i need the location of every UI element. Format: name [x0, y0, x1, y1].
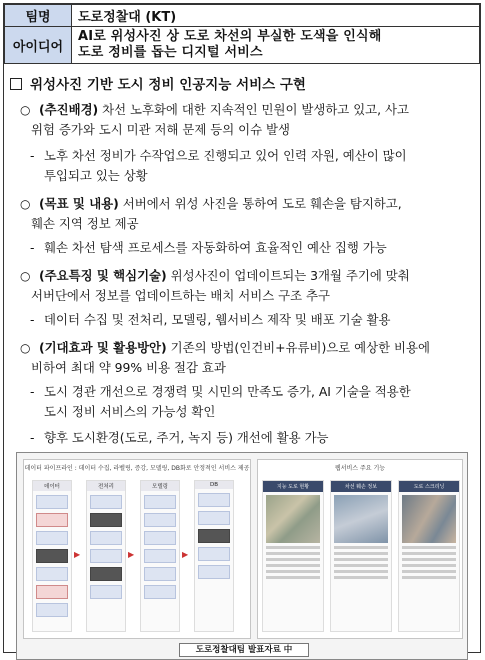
item-effects-sub-2: - 향후 도시환경(도로, 주거, 녹지 등) 개선에 활용 가능: [30, 430, 329, 445]
idea-label: 아이디어: [5, 27, 72, 64]
idea-line-1: AI로 위성사진 상 도로 차선의 부실한 도색을 인식해: [78, 29, 382, 44]
pipeline-column: 데이터: [32, 480, 72, 632]
satellite-map-image: [334, 495, 388, 543]
arrow-right-icon: ▶: [74, 550, 81, 559]
arrow-right-icon: ▶: [182, 550, 189, 559]
item-goal: ○ (목표 및 내용) 서버에서 위성 사진을 통하여 도로 훼손을 탐지하고, 훼손 지역 정보 제공: [20, 196, 402, 231]
pipeline-column: 전처리: [86, 480, 126, 632]
circle-bullet-icon: ○: [20, 103, 31, 117]
item-goal-sub: - 훼손 차선 탐색 프로세스를 자동화하여 효율적인 예산 집행 가능: [30, 240, 387, 255]
header-table: [4, 4, 480, 64]
circle-bullet-icon: ○: [20, 341, 31, 355]
webservice-slide: 웹서비스 주요 기능 지능 도로 현황 차선 훼손 정보 도로 스크리닝: [257, 459, 463, 639]
presentation-figure: [16, 452, 468, 660]
checkbox-square-icon: [10, 78, 22, 90]
team-value: 도로정찰대 (KT): [72, 5, 480, 27]
satellite-map-image: [266, 495, 320, 543]
pipeline-column: 모델링: [140, 480, 180, 632]
item-features: ○ (주요특징 및 핵심기술) 위성사진이 업데이트되는 3개월 주기에 맞춰 서버단에서 정보를 업데이트하는 배치 서비스 구조 추구: [20, 268, 410, 303]
item-background-sub: - 노후 차선 정비가 수작업으로 진행되고 있어 인력 자원, 예산이 많이 투입되고 있는 상황: [30, 148, 407, 183]
satellite-map-image: [402, 495, 456, 543]
item-effects-sub-1: - 도시 경관 개선으로 경쟁력 및 시민의 만족도 증가, AI 기술을 적용한 도시 정비 서비스의 가능성 확인: [30, 384, 411, 419]
pipeline-column: DB: [194, 480, 234, 632]
feature-card: 도로 스크리닝: [398, 480, 460, 632]
feature-card: 차선 훼손 정보: [330, 480, 392, 632]
team-label: 팀명: [5, 5, 72, 27]
figure-caption: 도로정찰대팀 발표자료 中: [179, 643, 309, 657]
circle-bullet-icon: ○: [20, 269, 31, 283]
idea-value: [72, 27, 480, 64]
arrow-right-icon: ▶: [128, 550, 135, 559]
item-background: ○ (추진배경) 차선 노후화에 대한 지속적인 민원이 발생하고 있고, 사고 위험 증가와 도시 미관 저해 문제 등의 이슈 발생: [20, 102, 409, 137]
idea-line-2: 도로 정비를 돕는 디지털 서비스: [78, 45, 263, 60]
feature-card: 지능 도로 현황: [262, 480, 324, 632]
pipeline-slide: 데이터 파이프라인 : 데이터 수집, 라벨링, 증강, 모델링, DB화로 안정적인 서비스 제공 데이터 ▶ 전처리 ▶ 모델링 ▶ DB: [23, 459, 251, 639]
item-effects: ○ (기대효과 및 활용방안) 기존의 방법(인건비+유류비)으로 예상한 비용에 비하여 최대 약 99% 비용 절감 효과: [20, 340, 430, 375]
section-title: 위성사진 기반 도시 정비 인공지능 서비스 구현: [10, 73, 306, 93]
document-sheet: [3, 3, 481, 653]
circle-bullet-icon: ○: [20, 197, 31, 211]
item-features-sub: - 데이터 수집 및 전처리, 모델링, 웹서비스 제작 및 배포 기술 활용: [30, 312, 391, 327]
